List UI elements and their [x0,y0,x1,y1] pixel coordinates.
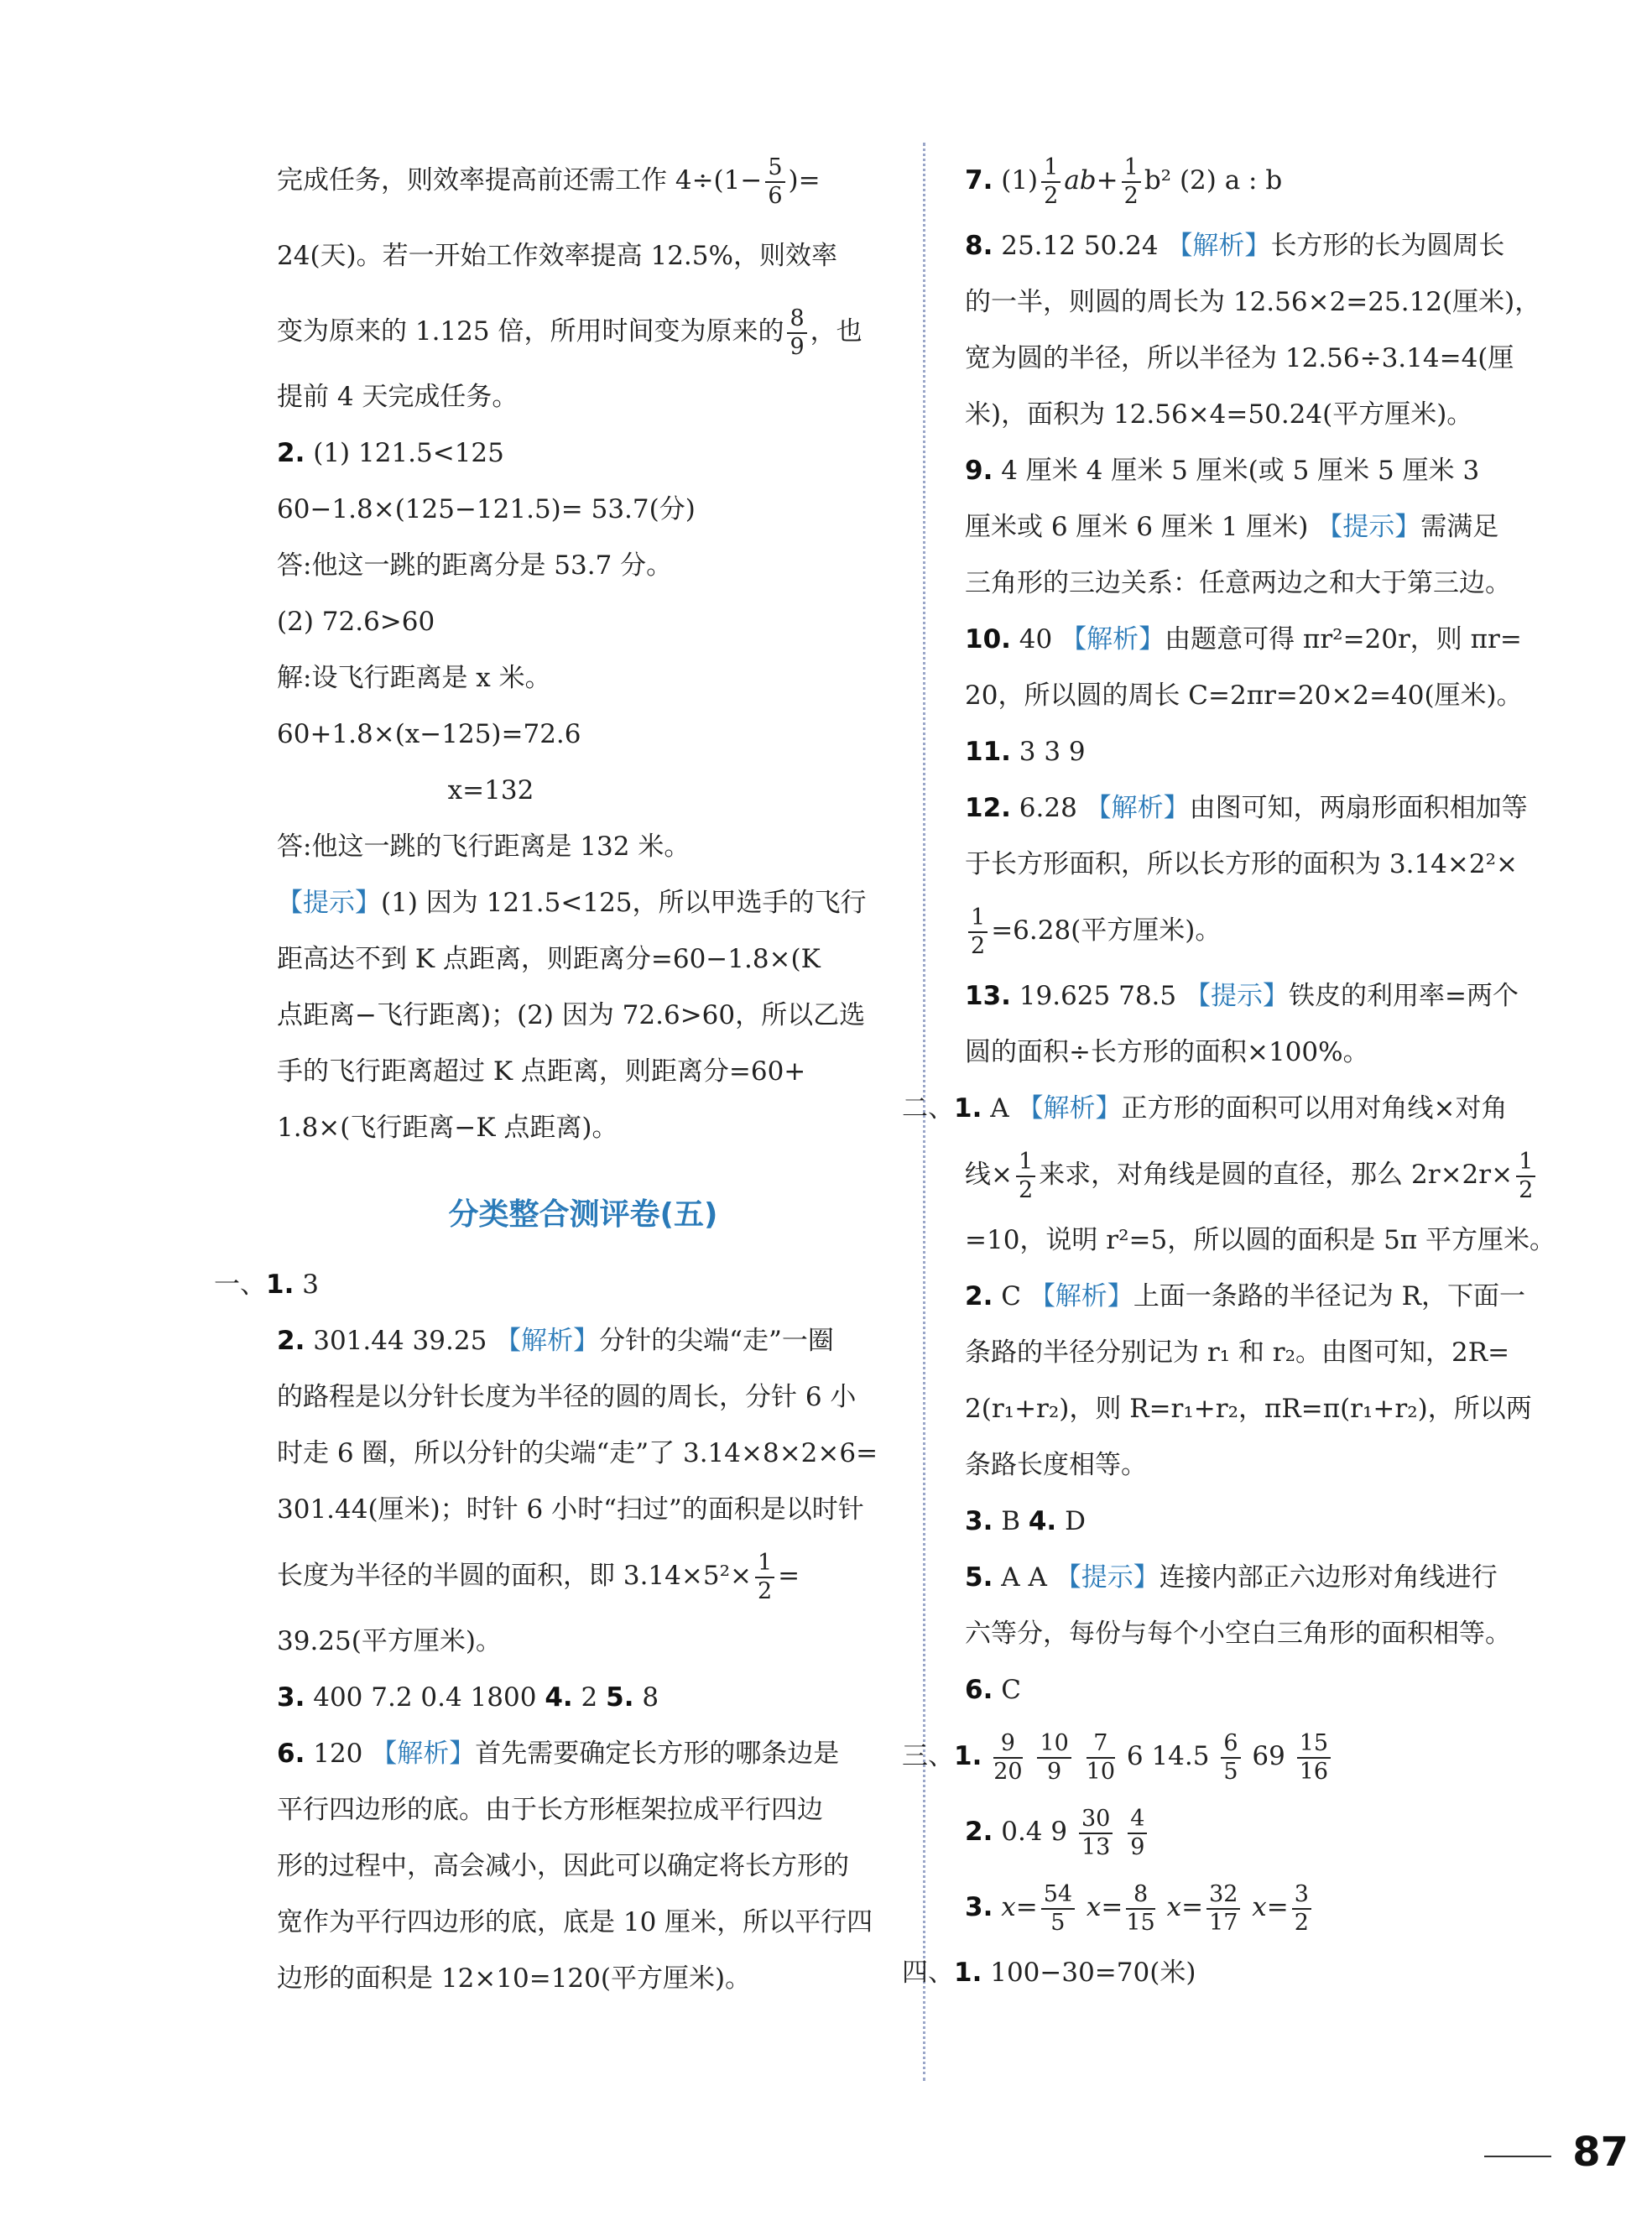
fraction: $\frac{1}{2}$ [1041,154,1061,210]
question-5: 5. A A 【提示】连接内部正六边形对角线进行 [965,1562,1498,1593]
text-line: 条路的半径分别记为 r₁ 和 r₂。由图可知，2R= [965,1337,1510,1368]
fraction: $\frac{4}{9}$ [1128,1806,1147,1861]
tip-tag: 【提示】 [1185,981,1289,1011]
text-line: 2(r₁+r₂)，则 R=r₁+r₂，πR=π(r₁+r₂)，所以两 [965,1394,1532,1424]
fraction: $\frac{1}{2}$ [755,1550,774,1605]
analysis-tag: 【解析】 [1029,1281,1133,1311]
text-line: 的一半，则圆的周长为 12.56×2=25.12(厘米)， [965,287,1541,317]
tip-tag: 【提示】 [1316,512,1421,542]
text-line: 距高达不到 K 点距离，则距离分=60−1.8×(K [277,944,821,974]
text-line: 形的过程中，高会减小，因此可以确定将长方形的 [277,1851,849,1881]
analysis-tag: 【解析】 [1085,793,1190,823]
analysis-tag: 【解析】 [371,1739,476,1769]
questions-3-5: 3. 400 7.2 0.4 1800 4. 2 5. 8 [277,1682,659,1713]
text-line: 的路程是以分针长度为半径的圆的周长，分针 6 小 [277,1382,857,1412]
section-3-q1: 三、1. $\frac{9}{20}$ $\frac{10}{9}$ $\frac{7}{10}$ 6 14.5 $\frac{6}{5}$ 69 $\frac{15}{16}$ [902,1718,1602,1794]
question-13: 13. 19.625 78.5 【提示】铁皮的利用率=两个 [965,981,1519,1011]
text-line: 边形的面积是 12×10=120(平方厘米)。 [277,1963,752,1994]
question-3: 3. x= $\frac{54}{5}$ x= $\frac{8}{15}$ x= $\frac{32}{17}$ x= $\frac{3}{2}$ [965,1869,1602,1945]
page-number-rule [1484,2156,1551,2157]
fraction: $\frac{8}{15}$ [1126,1880,1155,1936]
text-line: 提前 4 天完成任务。 [277,382,519,412]
question-2: 2. 301.44 39.25 【解析】分针的尖端“走”一圈 [277,1326,834,1356]
text-line: 60+1.8×(x−125)=72.6 [277,719,581,749]
analysis-tag: 【解析】 [1166,231,1271,261]
text-line: 60−1.8×(125−121.5)= 53.7(分) [277,494,696,524]
question-6: 6. 120 【解析】首先需要确定长方形的哪条边是 [277,1739,840,1769]
fraction: $\frac{9}{20}$ [993,1729,1023,1785]
text-line: 于长方形面积，所以长方形的面积为 3.14×2²× [965,849,1518,879]
question-9: 9. 4 厘米 4 厘米 5 厘米(或 5 厘米 5 厘米 3 [965,456,1480,486]
fraction: $\frac{32}{17}$ [1206,1881,1240,1937]
question-2: 2. C 【解析】上面一条路的半径记为 R，下面一 [965,1281,1526,1311]
text-line: 变为原来的 1.125 倍，所用时间变为原来的 $\frac{8}{9}$ ，也 [277,305,862,360]
fraction: $\frac{7}{10}$ [1086,1729,1116,1785]
text-line: 平行四边形的底。由于长方形框架拉成平行四边 [277,1795,823,1825]
text-line: $\frac{1}{2}$ =6.28(平方厘米)。 [965,893,1602,968]
text-line: 答:他这一跳的飞行距离是 132 米。 [277,832,691,862]
text-line: 解:设飞行距离是 x 米。 [277,663,551,693]
text-line: 线× $\frac{1}{2}$ 来求，对角线是圆的直径，那么 2r×2r× $\frac{1}{2}$ [965,1137,1602,1212]
text-line: 完成任务，则效率提高前还需工作 4÷(1− $\frac{5}{6}$ )= [277,154,821,209]
fraction: $\frac{1}{2}$ [1516,1149,1535,1204]
fraction: $\frac{1}{2}$ [968,905,988,960]
fraction: $\frac{15}{16}$ [1297,1730,1331,1786]
fraction: $\frac{10}{9}$ [1037,1730,1071,1786]
text-line: 条路长度相等。 [965,1450,1147,1480]
analysis-tag: 【解析】 [1061,624,1165,654]
fraction: $\frac{6}{5}$ [1221,1730,1240,1786]
text-line: 六等分，每份与每个小空白三角形的面积相等。 [965,1619,1511,1649]
text-line: 宽为圆的半径，所以半径为 12.56÷3.14=4(厘 [965,343,1514,373]
text-line: 厘米或 6 厘米 6 厘米 1 厘米) 【提示】需满足 [965,512,1499,542]
page-number: 87 [1572,2129,1629,2176]
fraction: $\frac{30}{13}$ [1079,1806,1113,1861]
fraction: $\frac{3}{2}$ [1292,1881,1311,1937]
section-2-q1: 二、1. A 【解析】正方形的面积可以用对角线×对角 [902,1093,1508,1124]
text-line: 三角形的三边关系：任意两边之和大于第三边。 [965,568,1511,598]
fraction: $\frac{54}{5}$ [1041,1881,1075,1937]
text-line: (2) 72.6>60 [277,607,435,637]
text-line: 米)，面积为 12.56×4=50.24(平方厘米)。 [965,399,1473,430]
tip-line: 【提示】(1) 因为 121.5<125，所以甲选手的飞行 [277,888,867,918]
question-7: 7. (1) $\frac{1}{2}$ ab+ $\frac{1}{2}$ b² (2) a : b [965,154,1283,209]
text-line: 39.25(平方厘米)。 [277,1626,502,1656]
text-line: 1.8×(飞行距离−K 点距离)。 [277,1113,618,1143]
text-line: 301.44(厘米)；时针 6 小时“扫过”的面积是以时针 [277,1494,864,1525]
fraction: $\frac{8}{9}$ [787,305,806,361]
text-line: x=132 [447,775,534,806]
section-title: 分类整合测评卷(五) [448,1197,718,1232]
questions-3-4: 3. B 4. D [965,1506,1086,1536]
analysis-tag: 【解析】 [1017,1093,1122,1124]
question-10: 10. 40 【解析】由题意可得 πr²=20r，则 πr= [965,624,1522,654]
text-line: 圆的面积÷长方形的面积×100%。 [965,1037,1369,1067]
section-4-q1: 四、1. 100−30=70(米) [902,1958,1196,1988]
analysis-tag: 【解析】 [495,1326,600,1356]
text-line: 点距离−飞行距离)；(2) 因为 72.6>60，所以乙选 [277,1000,866,1030]
question-6: 6. C [965,1675,1021,1705]
right-column [902,143,1602,2001]
question-8: 8. 25.12 50.24 【解析】长方形的长为圆周长 [965,231,1505,261]
question-11: 11. 3 3 9 [965,737,1086,767]
text-line: =10，说明 r²=5，所以圆的面积是 5π 平方厘米。 [965,1225,1556,1255]
left-column [214,143,889,2007]
question-2: 2. 0.4 9 $\frac{30}{13}$ $\frac{4}{9}$ [965,1794,1602,1869]
text-line: 20，所以圆的周长 C=2πr=20×2=40(厘米)。 [965,680,1523,711]
text-line: 手的飞行距离超过 K 点距离，则距离分=60+ [277,1056,806,1087]
text-line: 24(天)。若一开始工作效率提高 12.5%，则效率 [277,241,837,271]
text-line: 宽作为平行四边形的底，底是 10 厘米，所以平行四 [277,1907,873,1937]
text-line: 答:他这一跳的距离分是 53.7 分。 [277,550,673,581]
fraction: $\frac{5}{6}$ [765,154,784,210]
question-12: 12. 6.28 【解析】由图可知，两扇形面积相加等 [965,793,1528,823]
fraction: $\frac{1}{2}$ [1016,1149,1035,1204]
tip-tag: 【提示】 [277,888,381,918]
question-2: 2. (1) 121.5<125 [277,438,504,468]
text-line: 时走 6 圈，所以分针的尖端“走”了 3.14×8×2×6= [277,1438,878,1468]
tip-tag: 【提示】 [1055,1562,1160,1593]
section-1-q1: 一、1. 3 [214,1270,319,1300]
text-line: 长度为半径的半圆的面积，即 3.14×5²× $\frac{1}{2}$ = [277,1549,800,1604]
fraction: $\frac{1}{2}$ [1122,154,1141,210]
